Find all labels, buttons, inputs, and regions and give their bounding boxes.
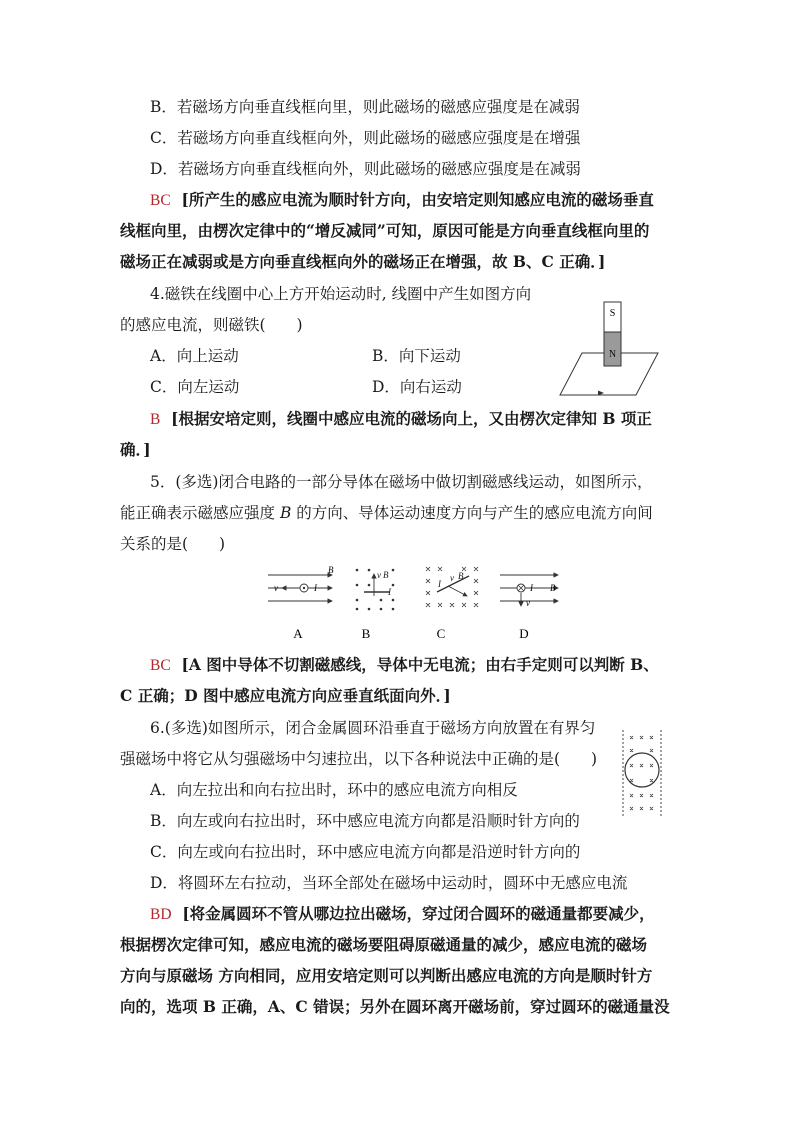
q5-explanation-line-1: BC [A 图中导体不切割磁感线，导体中无电流；由右手定则可以判断 B、	[150, 655, 659, 674]
q6-stem-line-2: 强磁场中将它从匀强磁场中匀速拉出，以下各种说法中正确的是( )	[120, 750, 598, 768]
q3-option-b: B．若磁场方向垂直线框向里，则此磁场的磁感应强度是在减弱	[150, 98, 580, 116]
svg-text:I: I	[314, 583, 317, 593]
q4-option-a: A．向上运动	[150, 347, 239, 365]
q5-figures	[262, 562, 562, 642]
q3-explanation-line-3: 磁场正在减弱或是方向垂直线框向外的磁场正在增强，故 B、C 正确．]	[120, 252, 606, 271]
svg-text:B: B	[383, 570, 389, 580]
q5-label-c: C	[436, 626, 446, 641]
svg-text:v: v	[274, 583, 278, 593]
q4-explanation-line-1: B [根据安培定则，线圈中感应电流的磁场向上，又由楞次定律知 B 项正	[150, 409, 652, 428]
q6-explanation-line-1: BD [将金属圆环不管从哪边拉出磁场，穿过闭合圆环的磁通量都要减少，	[150, 904, 655, 923]
q5-stem-line-1: 5．(多选)闭合电路的一部分导体在磁场中做切割磁感线运动，如图所示，	[150, 473, 653, 491]
q6-explanation-line-4: 向的，选项 B 正确，A、C 错误；另外在圆环离开磁场前，穿过圆环的磁通量没	[120, 997, 670, 1016]
q6-stem-line-1: 6.(多选)如图所示，闭合金属圆环沿垂直于磁场方向放置在有界匀	[150, 719, 596, 737]
svg-text:I: I	[388, 587, 391, 597]
q4-explanation-line-2: 确．]	[120, 440, 151, 459]
svg-text:B: B	[458, 571, 464, 581]
q5-stem-line-3: 关系的是( )	[120, 535, 226, 553]
q4-magnet-coil-figure	[558, 300, 660, 398]
svg-text:v: v	[450, 573, 454, 583]
metal-ring	[625, 753, 659, 787]
q5-label-b: B	[361, 626, 371, 641]
q5-label-d: D	[519, 626, 529, 641]
q4-option-d: D．向右运动	[372, 378, 462, 396]
q3-option-c: C．若磁场方向垂直线框向外，则此磁场的磁感应强度是在增强	[150, 129, 581, 147]
q3-explanation-line-2: 线框向里，由楞次定律中的“增反减同”可知，原因可能是方向垂直线框向里的	[120, 221, 650, 240]
svg-text:I: I	[530, 583, 533, 593]
q5-label-a: A	[293, 626, 303, 641]
svg-text:v: v	[526, 598, 530, 608]
q4-answer: B	[150, 411, 161, 428]
q6-explanation-line-2: 根据楞次定律可知，感应电流的磁场要阻碍原磁通量的减少，感应电流的磁场	[120, 935, 648, 954]
q3-answer: BC	[150, 192, 171, 209]
q6-option-c: C．向左或向右拉出时，环中感应电流方向都是沿逆时针方向的	[150, 843, 581, 861]
q6-option-a: A．向左拉出和向右拉出时，环中的感应电流方向相反	[150, 781, 518, 799]
q3-explanation-line-1: BC [所产生的感应电流为顺时针方向，由安培定则知感应电流的磁场垂直	[150, 190, 654, 209]
q5-stem-line-2: 能正确表示磁感应强度 B 的方向、导体运动速度方向与产生的感应电流方向间	[120, 504, 653, 522]
q4-option-c: C．向左运动	[150, 378, 240, 396]
q4-stem-line-2: 的感应电流，则磁铁( )	[120, 316, 303, 334]
svg-text:B: B	[550, 583, 556, 593]
q5-figure-a	[268, 565, 334, 601]
magnet-pole-n: N	[608, 349, 617, 360]
q6-explanation-line-3: 方向与原磁场 方向相同，应用安培定则可以判断出感应电流的方向是顺时针方	[120, 966, 653, 985]
q6-ring-field-figure	[618, 728, 666, 820]
q5-figure-d	[500, 575, 558, 608]
svg-text:I: I	[438, 579, 441, 589]
q5-figure-b	[356, 569, 395, 611]
magnet-pole-s: S	[609, 308, 616, 319]
q5-explanation-line-2: C 正确；D 图中感应电流方向应垂直纸面向外．]	[120, 686, 451, 705]
q6-option-d: D．将圆环左右拉动，当环全部处在磁场中运动时，圆环中无感应电流	[150, 874, 628, 892]
svg-text:v: v	[377, 570, 381, 580]
svg-text:B: B	[328, 565, 334, 575]
q5-figure-c	[426, 567, 478, 607]
q3-option-d: D．若磁场方向垂直线框向外，则此磁场的磁感应强度是在减弱	[150, 160, 581, 178]
q5-answer: BC	[150, 657, 171, 674]
q4-option-b: B．向下运动	[372, 347, 461, 365]
q6-option-b: B．向左或向右拉出时，环中感应电流方向都是沿顺时针方向的	[150, 812, 580, 830]
q4-stem-line-1: 4.磁铁在线圈中心上方开始运动时, 线圈中产生如图方向	[150, 285, 532, 303]
q6-answer: BD	[150, 906, 172, 923]
